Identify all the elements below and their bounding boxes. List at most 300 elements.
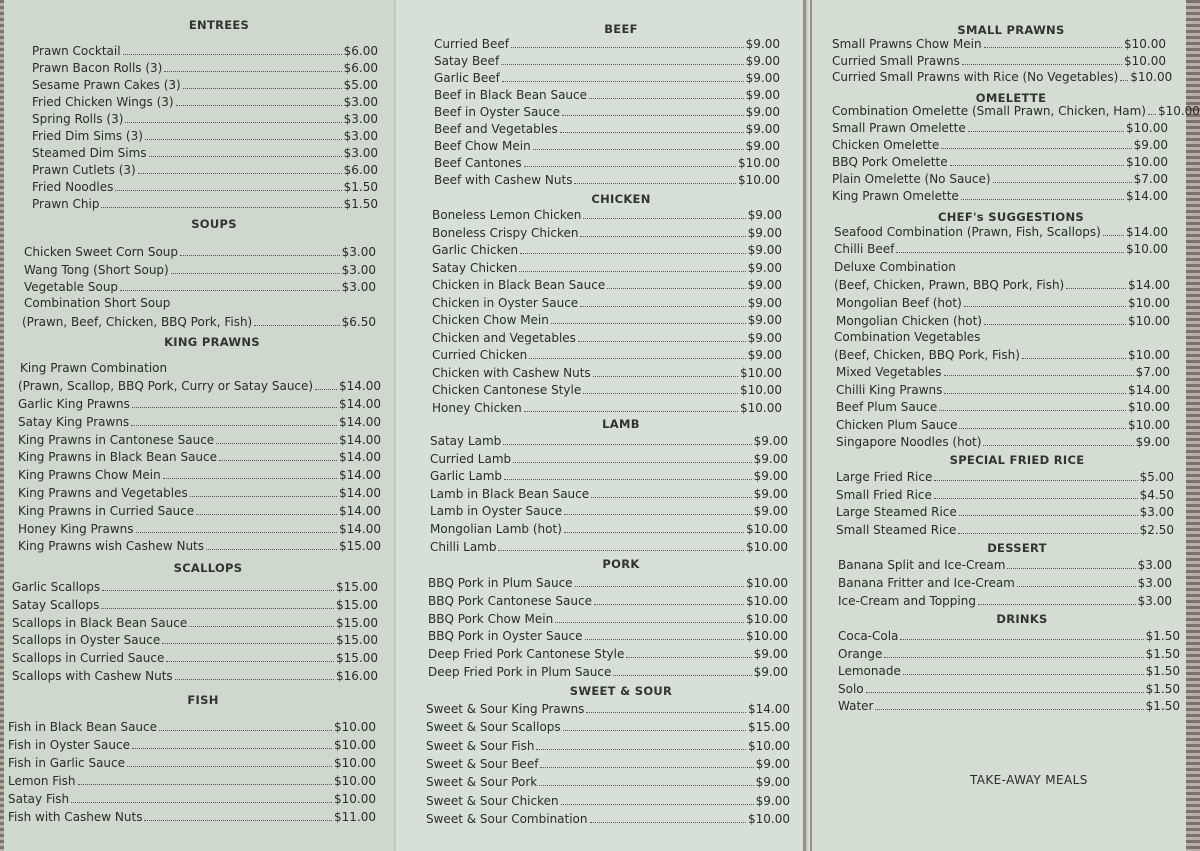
dot-leader: [171, 273, 340, 274]
dot-leader: [585, 639, 744, 640]
menu-item: [836, 296, 1170, 310]
menu-item: [430, 504, 788, 518]
menu-item: [8, 792, 376, 806]
dot-leader: [115, 190, 341, 191]
section-title: DESSERT: [987, 541, 1047, 555]
dot-leader: [138, 173, 342, 174]
dot-leader: [101, 207, 341, 208]
menu-item: [834, 278, 1170, 292]
menu-item: [832, 189, 1168, 203]
dot-leader: [583, 218, 745, 219]
menu-item: [836, 418, 1170, 432]
item-price: $4.50: [1139, 487, 1174, 502]
item-price: $3.00: [1137, 558, 1172, 572]
item-price: $3.00: [341, 280, 376, 294]
item-name: Sweet & Sour Combination: [426, 811, 588, 826]
item-name: Sweet & Sour King Prawns: [426, 702, 585, 716]
dot-leader: [254, 325, 339, 326]
item-name: Deep Fried Pork in Plum Sauce: [428, 665, 612, 679]
menu-item: [838, 558, 1172, 572]
item-name: Solo: [838, 681, 864, 696]
item-name: Ice-Cream and Topping: [838, 594, 976, 608]
dot-leader: [536, 749, 746, 750]
item-price: $15.00: [336, 651, 378, 666]
menu-item: [18, 504, 381, 518]
dot-leader: [562, 115, 744, 116]
dot-leader: [175, 679, 334, 680]
background-edge-right: [1186, 0, 1200, 851]
item-price: $10.00: [1128, 400, 1170, 414]
item-price: $10.00: [746, 629, 788, 644]
item-price: $9.00: [1135, 435, 1170, 449]
menu-item: [838, 647, 1180, 661]
dot-leader: [132, 748, 332, 749]
menu-item: [8, 774, 376, 788]
dot-leader: [533, 149, 744, 150]
menu-item: [18, 379, 381, 393]
menu-item: [426, 739, 790, 753]
item-name: Fried Chicken Wings (3): [32, 95, 174, 109]
dot-leader: [984, 324, 1126, 325]
item-price: $9.00: [747, 225, 782, 240]
dot-leader: [189, 626, 334, 627]
menu-item: [432, 278, 782, 292]
dot-leader: [149, 156, 342, 157]
menu-item: [838, 576, 1172, 590]
menu-item: [18, 468, 381, 482]
item-name: Prawn Chip: [32, 197, 100, 211]
dot-leader: [903, 674, 1144, 675]
item-name: Deep Fried Pork Cantonese Style: [428, 647, 625, 662]
menu-item: [32, 180, 378, 194]
item-price: $14.00: [748, 702, 790, 716]
item-name: Sweet & Sour Beef: [426, 756, 539, 771]
item-name: Curried Beef: [434, 37, 510, 51]
item-name: Lemonade: [838, 664, 901, 679]
dot-leader: [78, 784, 332, 785]
menu-item: [836, 435, 1170, 449]
section-title: KING PRAWNS: [164, 335, 260, 349]
dot-leader: [219, 460, 337, 461]
item-price: $9.00: [753, 486, 788, 501]
item-name: King Prawn Omelette: [832, 189, 959, 203]
item-price: $9.00: [753, 434, 788, 448]
dot-leader: [504, 479, 752, 480]
dot-leader: [1103, 235, 1124, 236]
item-price: $9.00: [745, 139, 780, 153]
dot-leader: [589, 98, 744, 99]
dot-leader: [580, 306, 745, 307]
menu-item: [8, 756, 376, 770]
item-name: King Prawns Chow Mein: [18, 468, 161, 483]
dot-leader: [551, 323, 746, 324]
menu-item: [24, 245, 376, 259]
item-name: Beef with Cashew Nuts: [434, 173, 573, 187]
item-price: $10.00: [334, 792, 376, 806]
item-price: $9.00: [753, 451, 788, 466]
item-price: $9.00: [747, 208, 782, 222]
menu-item: [428, 665, 788, 679]
item-price: $14.00: [339, 521, 381, 536]
menu-item: [428, 647, 788, 661]
menu-item: [430, 469, 788, 483]
item-price: $10.00: [334, 738, 376, 752]
dot-leader: [968, 131, 1124, 132]
dot-leader: [1022, 358, 1126, 359]
section-title: BEEF: [604, 22, 638, 36]
section-title: ENTREES: [188, 18, 250, 32]
menu-item: [432, 243, 782, 257]
dot-leader: [190, 496, 337, 497]
item-name: Chicken Cantonese Style: [432, 383, 582, 397]
dot-leader: [959, 428, 1126, 429]
dot-leader: [524, 166, 736, 167]
menu-item: [428, 629, 788, 643]
dot-leader: [944, 393, 1126, 394]
dot-leader: [626, 657, 751, 658]
section-title: FISH: [187, 693, 219, 707]
item-name: King Prawns in Black Bean Sauce: [18, 450, 218, 465]
item-price: $9.00: [747, 295, 782, 310]
item-price: $9.00: [747, 260, 782, 275]
dot-leader: [539, 785, 753, 786]
dot-leader: [564, 514, 752, 515]
menu-item: [12, 669, 378, 683]
menu-item: [434, 105, 780, 119]
menu-item: [432, 331, 782, 345]
item-name: Chicken Sweet Corn Soup: [24, 245, 179, 259]
menu-item: [432, 261, 782, 275]
item-price: $10.00: [746, 539, 788, 554]
item-price: $9.00: [747, 278, 782, 292]
menu-item: [838, 629, 1180, 643]
item-price: $3.00: [1137, 576, 1172, 590]
item-price: $1.50: [1145, 646, 1180, 661]
section-title: DRINKS: [996, 612, 1048, 626]
item-name: Beef Chow Mein: [434, 139, 531, 153]
item-name: Singapore Noodles (hot): [836, 435, 982, 449]
dot-leader: [513, 462, 752, 463]
dot-leader: [950, 165, 1124, 166]
dot-leader: [613, 675, 751, 676]
item-price: $9.00: [753, 647, 788, 662]
dot-leader: [964, 306, 1126, 307]
item-price: $2.50: [1139, 522, 1174, 537]
dot-leader: [120, 290, 340, 291]
item-name: BBQ Pork Omelette: [832, 155, 948, 169]
item-price: $9.00: [1133, 138, 1168, 152]
item-name: Satay Fish: [8, 792, 70, 806]
dot-leader: [524, 411, 738, 412]
menu-item: [432, 366, 782, 380]
item-price: $9.00: [753, 504, 788, 519]
menu-item: [832, 172, 1168, 186]
item-price: $10.00: [1128, 296, 1170, 310]
item-price: $14.00: [339, 486, 381, 500]
item-name: King Prawns and Vegetables: [18, 486, 188, 500]
item-name: Fish in Garlic Sauce: [8, 756, 126, 770]
item-name: Sweet & Sour Fish: [426, 738, 535, 753]
item-name: Satay King Prawns: [18, 414, 130, 429]
dot-leader: [564, 532, 744, 533]
dot-leader: [519, 271, 745, 272]
item-name: Scallops in Curried Sauce: [12, 651, 165, 666]
item-price: $5.00: [343, 78, 378, 92]
item-price: $3.00: [1137, 594, 1172, 608]
dot-leader: [594, 604, 744, 605]
menu-item: [832, 138, 1168, 152]
dot-leader: [978, 604, 1136, 605]
item-price: $10.00: [738, 173, 780, 187]
dot-leader: [216, 443, 337, 444]
item-name: Scallops with Cashew Nuts: [12, 669, 173, 683]
menu-item: [8, 738, 376, 752]
item-price: $15.00: [339, 539, 381, 554]
dot-leader: [180, 255, 340, 256]
dot-leader: [958, 533, 1137, 534]
menu-item: [434, 37, 780, 51]
dot-leader: [206, 549, 337, 550]
menu-item: [836, 365, 1170, 379]
dot-leader: [586, 712, 746, 713]
menu-item: [430, 487, 788, 501]
menu-item: [18, 539, 381, 553]
dot-leader: [131, 425, 337, 426]
item-price: $9.00: [745, 105, 780, 119]
item-name: BBQ Pork in Plum Sauce: [428, 576, 573, 590]
menu-item: [32, 163, 378, 177]
dot-leader: [162, 643, 334, 644]
item-name: Sweet & Sour Pork: [426, 775, 538, 790]
item-name: Coca-Cola: [838, 629, 899, 643]
item-name: Garlic Chicken: [432, 243, 519, 257]
item-name: Chicken and Vegetables: [432, 330, 576, 345]
item-description: Combination Vegetables: [834, 330, 981, 344]
menu-item: [432, 208, 782, 222]
item-price: $10.00: [740, 400, 782, 415]
menu-item: [32, 44, 378, 58]
menu-item: [838, 682, 1180, 696]
menu-item: [434, 88, 780, 102]
dot-leader: [993, 182, 1132, 183]
item-price: $3.00: [1139, 505, 1174, 520]
dot-leader: [900, 639, 1143, 640]
dot-leader: [164, 71, 341, 72]
menu-item: [432, 401, 782, 415]
dot-leader: [132, 407, 337, 408]
dot-leader: [934, 498, 1138, 499]
item-price: $6.00: [343, 163, 378, 177]
item-price: $7.00: [1135, 365, 1170, 379]
dot-leader: [183, 88, 342, 89]
footer-label: TAKE-AWAY MEALS: [970, 773, 1088, 787]
item-price: $9.00: [755, 775, 790, 790]
dot-leader: [315, 389, 337, 390]
item-price: $14.00: [339, 379, 381, 393]
item-price: $10.00: [746, 611, 788, 626]
menu-item: [434, 54, 780, 68]
dot-leader: [503, 444, 751, 445]
item-name: Chicken Chow Mein: [432, 313, 549, 327]
dot-leader: [166, 661, 334, 662]
item-price: $7.00: [1133, 172, 1168, 186]
item-name: BBQ Pork in Oyster Sauce: [428, 629, 583, 644]
section-title: SWEET & SOUR: [569, 684, 673, 698]
item-price: $10.00: [746, 576, 788, 590]
item-price: $9.00: [745, 37, 780, 51]
item-name: Plain Omelette (No Sauce): [832, 172, 991, 186]
item-name: Sweet & Sour Scallops: [426, 720, 561, 735]
item-name: Garlic Scallops: [12, 580, 101, 594]
item-price: $1.50: [1145, 681, 1180, 696]
menu-item: [832, 54, 1166, 68]
item-price: $10.00: [334, 756, 376, 770]
menu-item: [832, 155, 1168, 169]
item-name: Fish in Oyster Sauce: [8, 738, 130, 752]
menu-item: [426, 794, 790, 808]
menu-item: [8, 720, 376, 734]
item-name: Seafood Combination (Prawn, Fish, Scallops): [834, 225, 1101, 239]
item-price: $3.00: [343, 112, 378, 126]
item-price: $10.00: [748, 738, 790, 753]
menu-item: [832, 121, 1168, 135]
menu-item: [32, 61, 378, 75]
item-price: $14.00: [339, 432, 381, 447]
item-price: $10.00: [748, 811, 790, 826]
dot-leader: [560, 132, 744, 133]
menu-item: [832, 37, 1166, 51]
item-price: $3.00: [343, 95, 378, 109]
menu-item: [32, 78, 378, 92]
dot-leader: [501, 64, 743, 65]
item-price: $10.00: [1128, 417, 1170, 432]
dot-leader: [959, 515, 1138, 516]
item-name: BBQ Pork Chow Mein: [428, 611, 554, 626]
dot-leader: [511, 47, 744, 48]
item-name: Scallops in Oyster Sauce: [12, 633, 161, 648]
item-price: $6.00: [343, 61, 378, 75]
item-name: Chilli Lamb: [430, 539, 497, 554]
item-name: Beef Cantones: [434, 156, 522, 170]
item-price: $1.50: [1145, 629, 1180, 643]
item-price: $15.00: [336, 633, 378, 648]
item-name: Spring Rolls (3): [32, 112, 124, 126]
menu-item: [32, 112, 378, 126]
item-price: $1.50: [1145, 664, 1180, 679]
item-name: Small Fried Rice: [836, 487, 932, 502]
menu-item: [432, 383, 782, 397]
item-price: $9.00: [745, 88, 780, 102]
item-name: (Prawn, Scallop, BBQ Pork, Curry or Satay Sauce): [18, 379, 314, 393]
item-name: Orange: [838, 646, 883, 661]
menu-item: [836, 488, 1174, 502]
item-name: Banana Fritter and Ice-Cream: [838, 576, 1015, 590]
item-price: $15.00: [748, 720, 790, 735]
item-name: Lamb in Black Bean Sauce: [430, 486, 590, 501]
item-price: $10.00: [1130, 70, 1173, 84]
item-name: King Prawns wish Cashew Nuts: [18, 539, 204, 554]
item-name: BBQ Pork Cantonese Sauce: [428, 593, 592, 608]
item-name: Garlic Beef: [434, 71, 500, 85]
dot-leader: [520, 253, 746, 254]
item-name: Small Prawns Chow Mein: [832, 37, 982, 51]
menu-item: [12, 651, 378, 665]
menu-item: [428, 576, 788, 590]
item-name: Boneless Crispy Chicken: [432, 225, 579, 240]
menu-item: [426, 757, 790, 771]
item-price: $14.00: [339, 397, 381, 411]
dot-leader: [939, 410, 1126, 411]
panel-fold: [806, 0, 810, 851]
item-name: Honey King Prawns: [18, 521, 134, 536]
item-name: Fish with Cashew Nuts: [8, 810, 143, 824]
dot-leader: [1148, 114, 1156, 115]
item-price: $14.00: [339, 450, 381, 465]
item-price: $10.00: [738, 156, 780, 170]
menu-item: [428, 594, 788, 608]
item-price: $9.00: [747, 313, 782, 327]
item-price: $14.00: [339, 414, 381, 429]
item-price: $5.00: [1139, 470, 1174, 484]
item-price: $3.00: [341, 262, 376, 277]
item-price: $10.00: [1126, 121, 1168, 135]
section-title: SCALLOPS: [173, 561, 243, 575]
dot-leader: [529, 358, 745, 359]
item-name: Curried Chicken: [432, 348, 528, 362]
item-name: Satay Beef: [434, 54, 500, 68]
menu-item: [12, 580, 378, 594]
item-name: Mixed Vegetables: [836, 365, 942, 379]
menu-item: [432, 296, 782, 310]
menu-item: [426, 775, 790, 789]
menu-item: [832, 104, 1200, 118]
dot-leader: [590, 822, 746, 823]
item-name: Chicken in Oyster Sauce: [432, 295, 579, 310]
dot-leader: [1066, 288, 1126, 289]
menu-item: [426, 702, 790, 716]
dot-leader: [575, 586, 744, 587]
dot-leader: [574, 183, 736, 184]
dot-leader: [144, 820, 332, 821]
dot-leader: [502, 81, 744, 82]
item-price: $10.00: [1128, 313, 1170, 328]
item-name: Chicken in Black Bean Sauce: [432, 278, 606, 292]
menu-item: [836, 314, 1170, 328]
item-name: (Beef, Chicken, BBQ Pork, Fish): [834, 348, 1020, 362]
menu-item: [426, 812, 790, 826]
item-price: $15.00: [336, 615, 378, 630]
menu-item: [426, 720, 790, 734]
menu-item: [432, 226, 782, 240]
menu-item: [18, 450, 381, 464]
section-title: SPECIAL FRIED RICE: [949, 453, 1085, 467]
dot-leader: [163, 478, 337, 479]
dot-leader: [125, 122, 341, 123]
section-title: SMALL PRAWNS: [957, 23, 1065, 37]
item-price: $1.50: [343, 197, 378, 211]
dot-leader: [1120, 80, 1128, 81]
item-name: Curried Small Prawns: [832, 53, 960, 68]
item-price: $9.00: [747, 243, 782, 257]
dot-leader: [962, 64, 1122, 65]
menu-panel-left: [4, 0, 394, 851]
item-price: $14.00: [1128, 278, 1170, 292]
menu-item: [32, 129, 378, 143]
item-name: Combination Omelette (Small Prawn, Chicken, Ham): [832, 104, 1146, 118]
dot-leader: [102, 590, 334, 591]
item-name: Beef and Vegetables: [434, 122, 558, 136]
item-price: $10.00: [1126, 155, 1168, 169]
